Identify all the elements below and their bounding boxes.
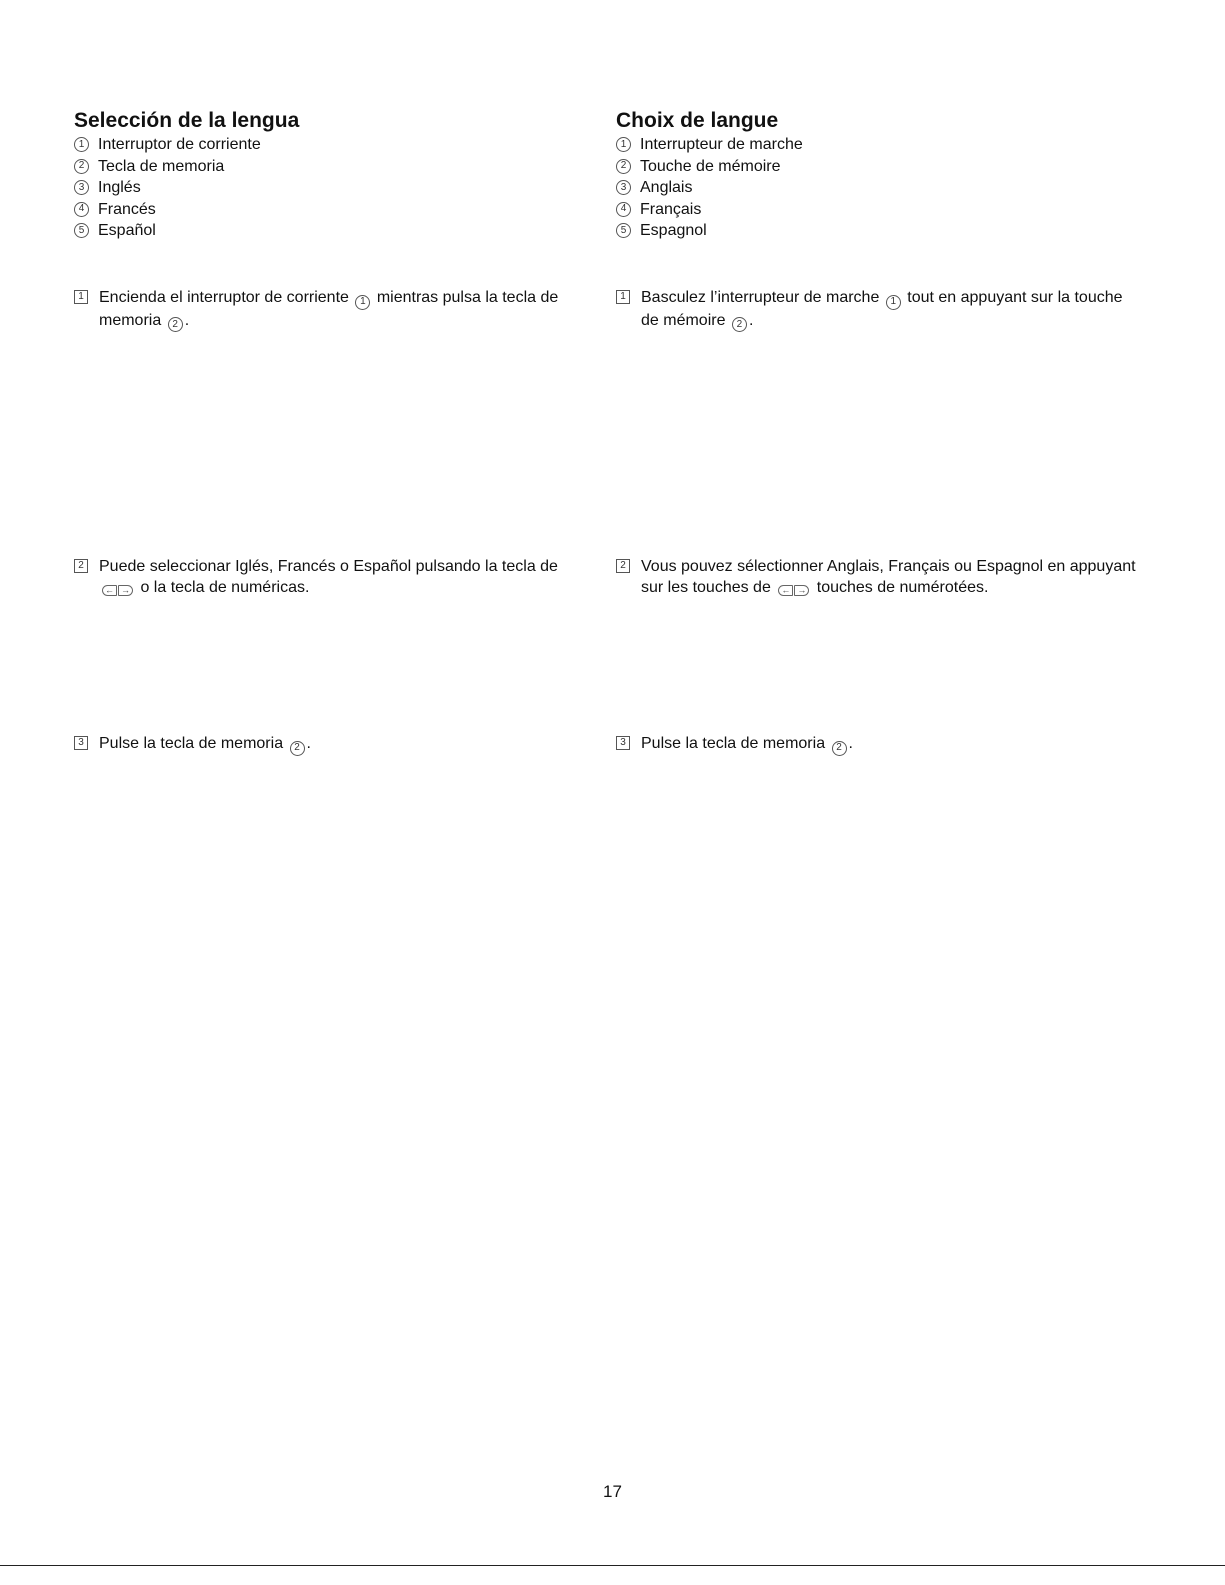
right-arrow-key-icon: →	[118, 585, 133, 596]
step-text: Puede seleccionar Iglés, Francés o Español pulsando la tecla de	[99, 558, 558, 575]
french-parts-list	[616, 134, 1136, 242]
step-number-icon: 1	[616, 290, 630, 304]
step-text: Vous pouvez sélectionner Anglais, Français ou Espagnol en appuyant sur les touches de	[641, 558, 1136, 596]
circled-number-icon: 5	[616, 223, 631, 238]
step-number-icon: 2	[74, 559, 88, 573]
circled-number-icon: 4	[616, 202, 631, 217]
circled-number-icon: 2	[168, 317, 183, 332]
circled-number-icon: 1	[886, 295, 901, 310]
french-step-3	[616, 733, 1136, 756]
circled-number-icon: 5	[74, 223, 89, 238]
circled-number-icon: 2	[832, 741, 847, 756]
page-number: 17	[603, 1482, 622, 1501]
circled-number-icon: 1	[74, 137, 89, 152]
list-item	[616, 177, 1136, 199]
spanish-step-2	[74, 556, 594, 598]
list-item	[74, 177, 594, 199]
step-text: Basculez l’interrupteur de marche	[641, 289, 880, 306]
bottom-divider	[0, 1565, 1225, 1566]
step-text: tout en appuyant sur la touche de mémoire	[641, 289, 1123, 329]
step-text: .	[748, 311, 754, 329]
part-label: Francés	[98, 200, 156, 218]
spanish-heading: Selección de la lengua	[74, 109, 300, 132]
circled-number-icon: 1	[355, 295, 370, 310]
part-label: Tecla de memoria	[98, 157, 225, 175]
list-item	[616, 199, 1136, 221]
french-heading: Choix de langue	[616, 109, 779, 132]
part-label: Touche de mémoire	[640, 157, 781, 175]
part-label: Anglais	[640, 179, 693, 196]
step-text: .	[306, 735, 311, 752]
part-label: Français	[640, 200, 702, 218]
part-label: Espagnol	[640, 222, 707, 239]
circled-number-icon: 2	[616, 159, 631, 174]
part-label: Interrupteur de marche	[640, 136, 803, 153]
circled-number-icon: 4	[74, 202, 89, 217]
step-text: .	[184, 311, 190, 329]
circled-number-icon: 2	[74, 159, 89, 174]
left-arrow-key-icon: ←	[778, 585, 793, 596]
step-text: Pulse la tecla de memoria	[641, 735, 826, 752]
list-item	[616, 134, 1136, 156]
part-label: Español	[98, 222, 156, 239]
right-arrow-key-icon: →	[794, 585, 809, 596]
circled-number-icon: 1	[616, 137, 631, 152]
list-item	[74, 134, 594, 156]
arrow-keys-icon	[778, 584, 809, 597]
french-step-1	[616, 287, 1136, 332]
step-text: Encienda el interruptor de corriente	[99, 289, 349, 306]
list-item	[616, 156, 1136, 178]
circled-number-icon: 3	[616, 180, 631, 195]
list-item	[74, 199, 594, 221]
list-item	[74, 220, 594, 242]
spanish-column	[74, 108, 594, 242]
french-step-2	[616, 556, 1136, 598]
spanish-step-1	[74, 287, 594, 332]
left-arrow-key-icon: ←	[102, 585, 117, 596]
list-item	[616, 220, 1136, 242]
step-text: mientras pulsa la tecla de memoria	[99, 289, 559, 329]
circled-number-icon: 2	[290, 741, 305, 756]
step-number-icon: 2	[616, 559, 630, 573]
arrow-keys-icon	[102, 584, 133, 597]
list-item	[74, 156, 594, 178]
step-text: .	[848, 735, 853, 752]
circled-number-icon: 2	[732, 317, 747, 332]
spanish-step-3	[74, 733, 594, 756]
step-text: o la tecla de numéricas.	[140, 579, 310, 596]
step-number-icon: 1	[74, 290, 88, 304]
part-label: Inglés	[98, 179, 141, 196]
step-text: touches de numérotées.	[816, 579, 989, 596]
spanish-parts-list	[74, 134, 594, 242]
step-number-icon: 3	[616, 736, 630, 750]
part-label: Interruptor de corriente	[98, 136, 261, 153]
step-text: Pulse la tecla de memoria	[99, 735, 284, 752]
french-column	[616, 108, 1136, 242]
step-number-icon: 3	[74, 736, 88, 750]
circled-number-icon: 3	[74, 180, 89, 195]
